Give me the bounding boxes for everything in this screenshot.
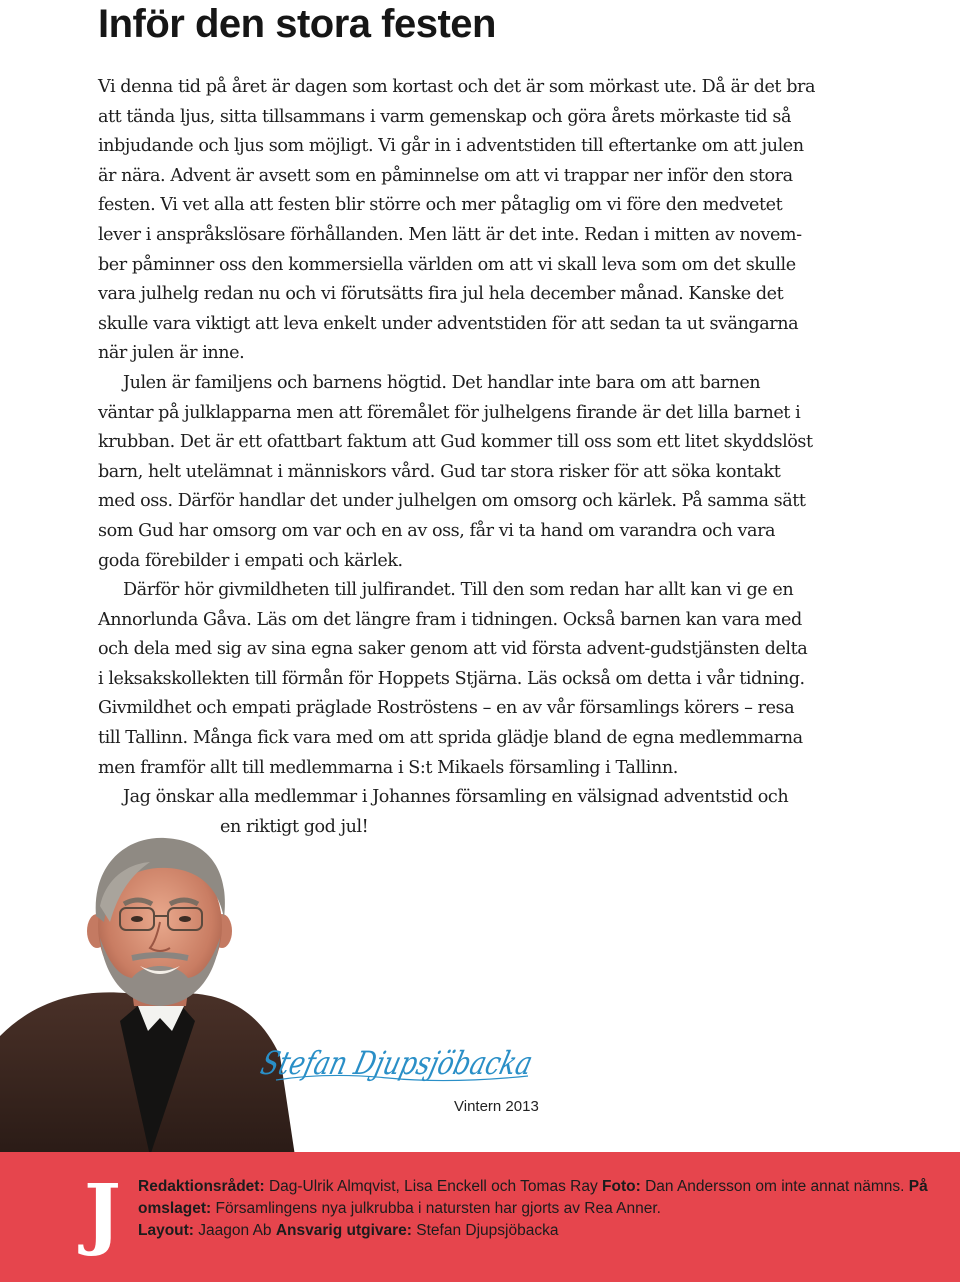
layout-label: Layout:: [138, 1222, 194, 1239]
cover-label: På omslaget:: [138, 1178, 928, 1217]
text-line: goda förebilder i empati och kärlek.: [98, 550, 403, 571]
paragraph-1: [98, 73, 868, 369]
text-line: Givmildhet och empati präglade Roströstens – en av vår församlings körers – resa: [98, 698, 795, 719]
signature: [257, 1022, 600, 1094]
author-portrait: [0, 826, 300, 1156]
layout-value: Jaagon Ab: [198, 1222, 272, 1239]
editorial-label: Redaktionsrådet:: [138, 1178, 265, 1195]
photo-label: Foto:: [602, 1178, 641, 1195]
letter-body: [98, 73, 868, 842]
text-line: och dela med sig av sina egna saker genom att vid första advent-gudstjänsten delta: [98, 639, 808, 660]
text-line: i leksakskollekten till förmån för Hoppets Stjärna. Läs också om detta i vår tidning.: [98, 668, 805, 689]
photo-value: Dan Andersson om inte annat nämns.: [645, 1178, 905, 1195]
text-line: väntar på julklapparna men att föremålet för julhelgens firande är det lilla barnet i: [98, 402, 801, 423]
text-line: skulle vara viktigt att leva enkelt under adventstiden för att sedan ta ut svängarna: [98, 313, 799, 334]
text-line: som Gud har omsorg om var och en av oss, får vi ta hand om varandra och vara: [98, 520, 776, 541]
text-line: festen. Vi vet alla att festen blir större och mer påtaglig om vi före den medvetet: [98, 195, 783, 216]
text-line: barn, helt utelämnat i människors vård. Gud tar stora risker för att söka kontakt: [98, 461, 781, 482]
text-line: att tända ljus, sitta tillsammans i varm gemenskap och göra årets mörkaste tid så: [98, 106, 791, 127]
text-line: lever i anspråkslösare förhållanden. Men lätt är det inte. Redan i mitten av novem-: [98, 224, 802, 245]
publisher-value: Stefan Djupsjöbacka: [416, 1222, 559, 1239]
paragraph-3: [98, 576, 868, 783]
cover-value: Församlingens nya julkrubba i natursten har gjorts av Rea Anner.: [215, 1200, 661, 1217]
svg-text:J: J: [84, 1168, 121, 1259]
editorial-value: Dag-Ulrik Almqvist, Lisa Enckell och Tomas Ray: [268, 1178, 598, 1195]
publisher-label: Ansvarig utgivare:: [275, 1222, 412, 1239]
text-line: ber påminner oss den kommersiella världen om att vi skall leva som om det skulle: [98, 254, 796, 275]
text-line: inbjudande och ljus som möjligt. Vi går in i adventstiden till eftertanke om att julen: [98, 136, 804, 157]
paragraph-2: [98, 369, 868, 576]
magazine-logo-j: [80, 1166, 136, 1259]
text-line: men framför allt till medlemmarna i S:t Mikaels församling i Tallinn.: [98, 757, 678, 778]
signature-date: Vintern 2013: [454, 1098, 539, 1115]
text-line: Jag önskar alla medlemmar i Johannes församling en välsignad adventstid och: [123, 787, 789, 808]
text-line: till Tallinn. Många fick vara med om att sprida glädje bland de egna medlemmarna: [98, 728, 803, 749]
text-line: när julen är inne.: [98, 343, 245, 364]
text-line: en riktigt god jul!: [220, 816, 369, 837]
text-line: vara julhelg redan nu och vi förutsätts fira jul hela december månad. Kanske det: [98, 284, 784, 305]
text-line: Annorlunda Gåva. Läs om det längre fram i tidningen. Också barnen kan vara med: [98, 609, 802, 630]
text-line: är nära. Advent är avsett som en påminnelse om att vi trappar ner inför den stora: [98, 165, 793, 186]
svg-text:Stefan Djupsjöbacka: Stefan Djupsjöbacka: [257, 1044, 600, 1082]
text-line: med oss. Därför handlar det under julhelgen om omsorg och kärlek. På samma sätt: [98, 491, 806, 512]
text-line: Därför hör givmildheten till julfirandet. Till den som redan har allt kan vi ge en: [123, 580, 794, 601]
colophon-banner: [0, 1152, 960, 1282]
text-line: Julen är familjens och barnens högtid. Det handlar inte bara om att barnen: [123, 372, 761, 393]
credits: [138, 1176, 928, 1242]
text-line: krubban. Det är ett ofattbart faktum att Gud kommer till oss som ett litet skyddslöst: [98, 432, 813, 453]
page-title: Inför den stora festen: [98, 2, 496, 46]
text-line: Vi denna tid på året är dagen som kortast och det är som mörkast ute. Då är det bra: [98, 77, 816, 97]
